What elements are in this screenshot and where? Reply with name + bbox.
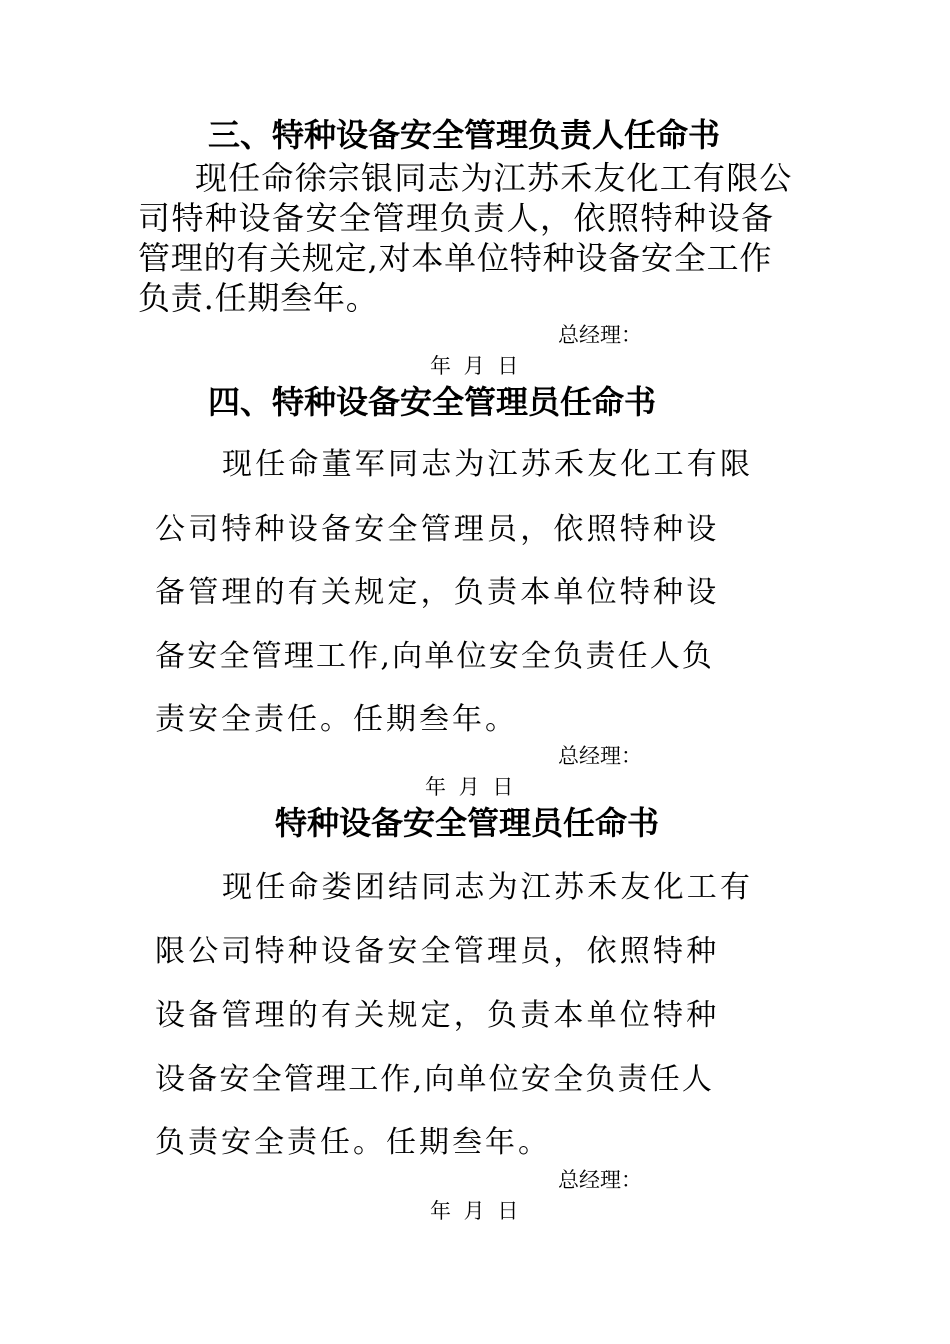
section2-date: 年 月 日: [425, 775, 514, 799]
section2-title: 四、特种设备安全管理员任命书: [208, 383, 657, 421]
section2-line-2: 公司特种设备安全管理员，依照特种设: [155, 512, 720, 547]
section1-line-2: 司特种设备安全管理负责人，依照特种设备: [138, 199, 775, 237]
section3-line-3: 设备管理的有关规定，负责本单位特种: [155, 998, 720, 1033]
section1-title: 三、特种设备安全管理负责人任命书: [208, 116, 721, 154]
section1-signature-label: 总经理：: [558, 323, 642, 347]
section3-line-5: 负责安全责任。任期叁年。: [155, 1125, 551, 1160]
section3-line-1: 现任命娄团结同志为江苏禾友化工有: [222, 870, 754, 905]
section3-title: 特种设备安全管理员任命书: [275, 804, 660, 842]
section1-line-1: 现任命徐宗银同志为江苏禾友化工有限公: [195, 159, 793, 197]
section1-date: 年 月 日: [430, 354, 519, 378]
section1-line-3: 管理的有关规定,对本单位特种设备安全工作: [138, 239, 773, 277]
section2-line-5: 责安全责任。任期叁年。: [155, 702, 518, 737]
section1-line-4: 负责.任期叁年。: [138, 279, 379, 317]
section3-date: 年 月 日: [430, 1199, 519, 1223]
section3-signature-label: 总经理：: [558, 1168, 642, 1192]
section2-line-4: 备安全管理工作,向单位安全负责任人负: [155, 639, 715, 674]
section2-line-3: 备管理的有关规定，负责本单位特种设: [155, 575, 720, 610]
section3-line-2: 限公司特种设备安全管理员，依照特种: [155, 934, 720, 969]
section2-line-1: 现任命董军同志为江苏禾友化工有限: [222, 447, 754, 482]
section2-signature-label: 总经理：: [558, 744, 642, 768]
section3-line-4: 设备安全管理工作,向单位安全负责任人: [155, 1062, 715, 1097]
